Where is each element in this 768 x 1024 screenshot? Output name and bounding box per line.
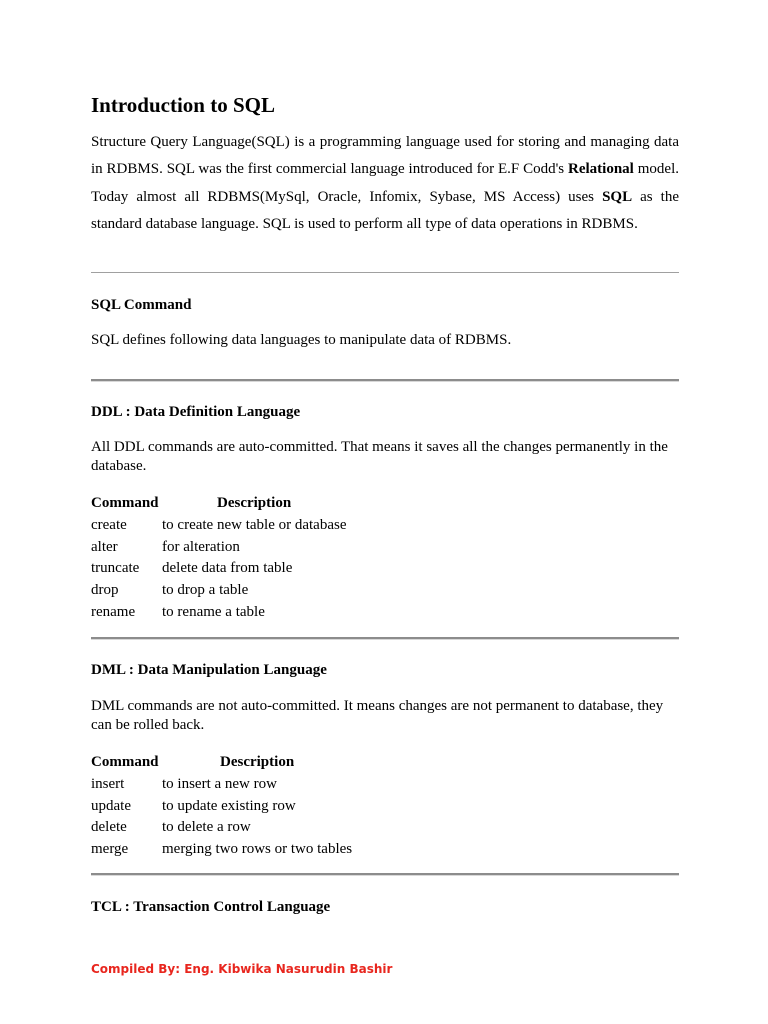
sql-command-heading: SQL Command: [91, 297, 192, 313]
description-column-header: Description: [220, 754, 295, 770]
description-cell: to update existing row: [162, 797, 296, 814]
table-row: [91, 580, 679, 602]
intro-paragraph: [91, 129, 679, 238]
compiled-by-footer: Compiled By: Eng. Kibwika Nasurudin Bashir: [91, 962, 393, 976]
description-cell: to create new table or database: [162, 516, 347, 533]
intro-bold-sql: SQL: [602, 188, 633, 205]
dml-heading: DML : Data Manipulation Language: [91, 662, 327, 678]
table-row: [91, 796, 679, 818]
description-cell: to drop a table: [162, 582, 249, 599]
divider-2: [91, 379, 679, 382]
command-cell: delete: [91, 819, 127, 836]
ddl-text: All DDL commands are auto-committed. That means it saves all the changes permanently in the database.: [91, 439, 668, 474]
description-cell: to rename a table: [162, 603, 265, 620]
sql-command-text: SQL defines following data languages to manipulate data of RDBMS.: [91, 332, 512, 348]
intro-text-2: model. Today almost all RDBMS(MySql, Oracle, Infomix, Sybase, MS Access) uses: [91, 161, 679, 205]
table-row: [91, 774, 679, 796]
table-row: [91, 817, 679, 839]
command-cell: truncate: [91, 560, 140, 577]
divider-3: [91, 637, 679, 640]
command-column-header: Command: [91, 495, 159, 511]
table-row: [91, 839, 679, 861]
dml-command-table: [91, 752, 679, 861]
dml-text: DML commands are not auto-committed. It means changes are not permanent to database, they can be rolled back.: [91, 698, 664, 733]
command-column-header: Command: [91, 754, 159, 770]
description-cell: to insert a new row: [162, 775, 277, 792]
command-cell: rename: [91, 603, 136, 620]
page-title: Introduction to SQL: [91, 93, 275, 117]
table-row: [91, 515, 679, 537]
intro-text-3: as the standard database language. SQL is used to perform all type of data operations in RDBMS.: [91, 188, 679, 232]
table-header-row: [91, 752, 679, 774]
tcl-heading: TCL : Transaction Control Language: [91, 899, 331, 915]
ddl-command-table: [91, 493, 679, 624]
description-column-header: Description: [217, 495, 292, 511]
description-cell: for alteration: [162, 538, 240, 555]
command-cell: alter: [91, 538, 118, 555]
command-cell: drop: [91, 582, 119, 599]
table-row: [91, 537, 679, 559]
intro-text-1: Structure Query Language(SQL) is a programming language used for storing and managing data in RDBMS. SQL was the first commercial language introduced for E.F Codd's: [91, 134, 679, 178]
divider-1: [91, 272, 679, 273]
divider-4: [91, 873, 679, 876]
intro-bold-relational: Relational: [568, 161, 634, 178]
table-row: [91, 558, 679, 580]
table-row: [91, 602, 679, 624]
command-cell: insert: [91, 775, 125, 792]
command-cell: merge: [91, 841, 129, 858]
description-cell: merging two rows or two tables: [162, 841, 353, 858]
ddl-heading: DDL : Data Definition Language: [91, 404, 301, 420]
command-cell: update: [91, 797, 131, 814]
description-cell: delete data from table: [162, 560, 293, 577]
table-header-row: [91, 493, 679, 515]
description-cell: to delete a row: [162, 819, 251, 836]
command-cell: create: [91, 516, 127, 533]
